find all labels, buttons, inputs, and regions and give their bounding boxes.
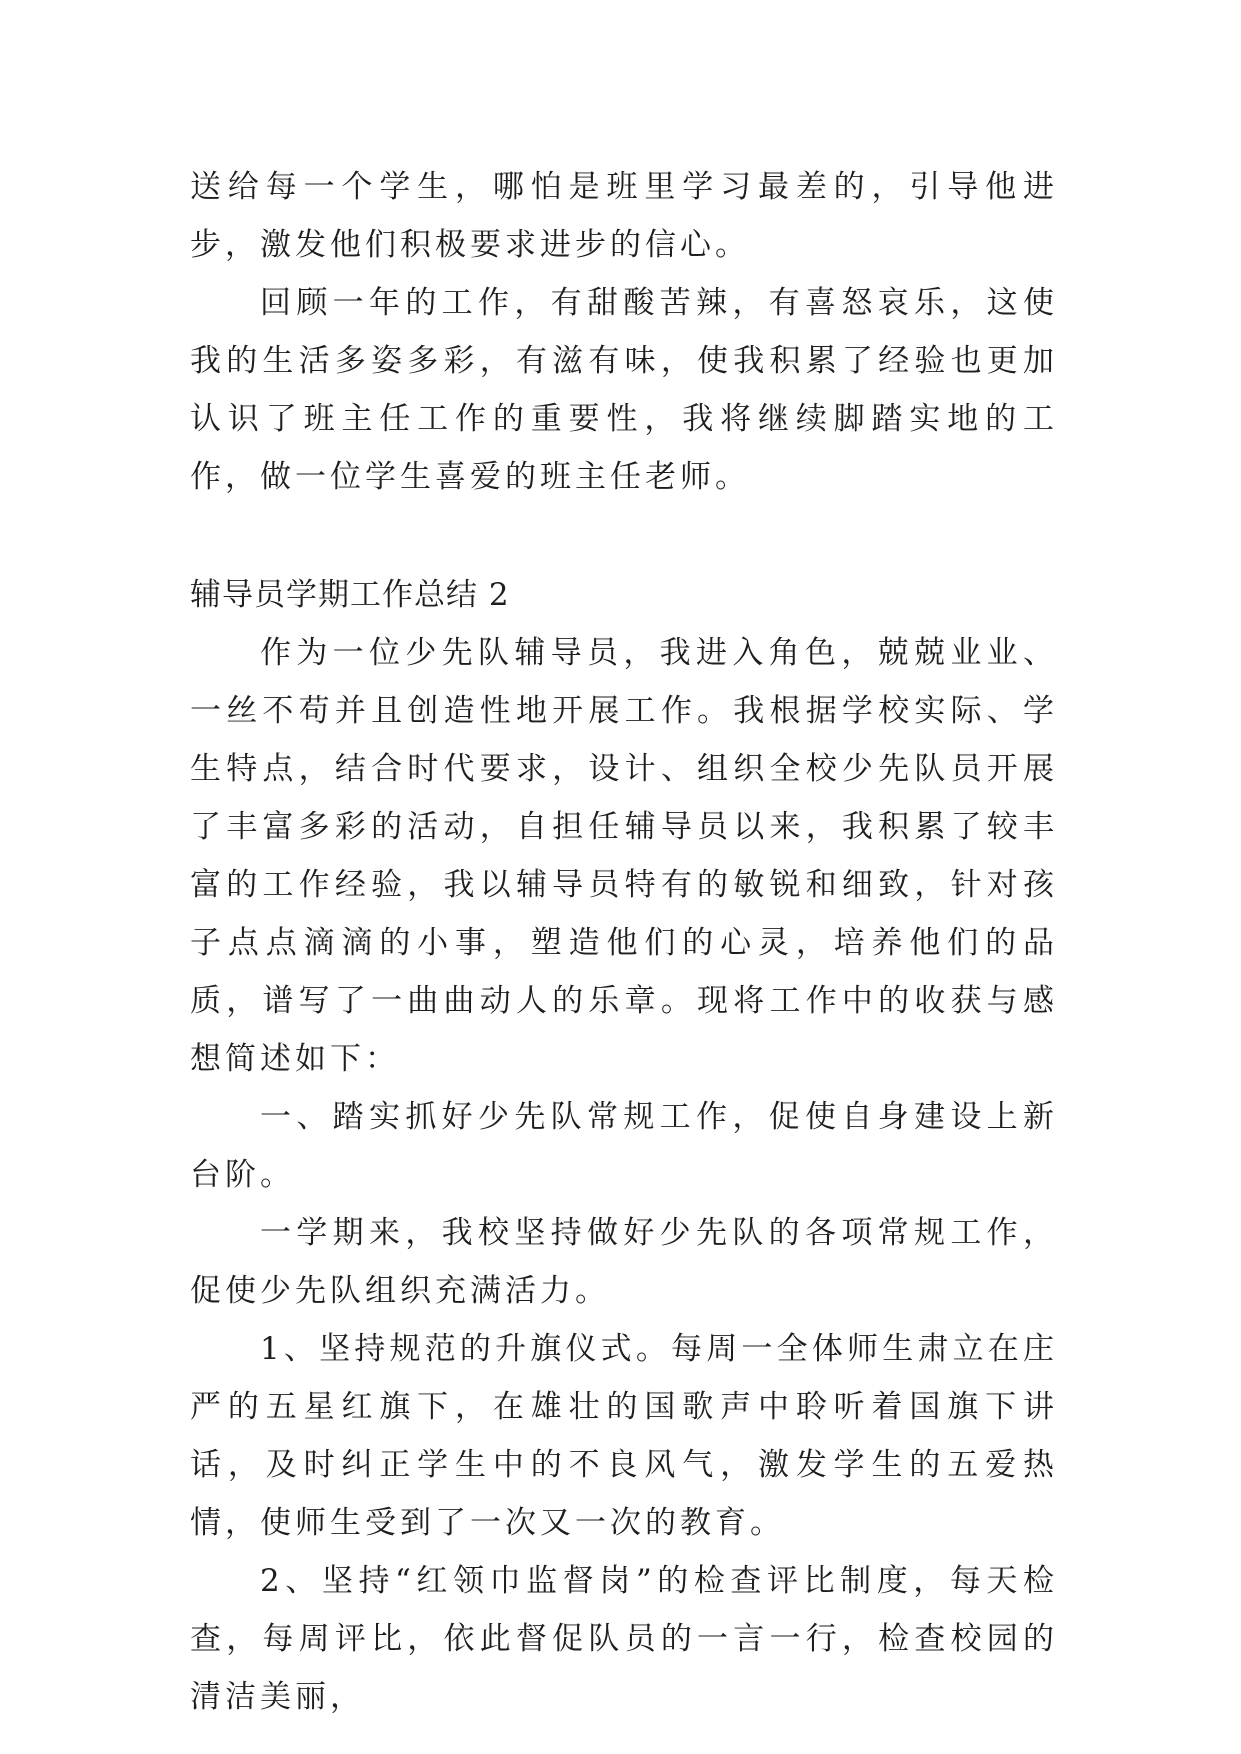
section-heading: 辅导员学期工作总结 2 (190, 577, 510, 613)
document-body (190, 158, 1058, 1726)
paragraph-review: 回顾一年的工作，有甜酸苦辣，有喜怒哀乐，这使我的生活多姿多彩，有滋有味，使我积累了经验也更加认识了班主任工作的重要性，我将继续脚踏实地的工作，做一位学生喜爱的班主任老师。 (190, 285, 1058, 495)
paragraph-intro: 作为一位少先队辅导员，我进入角色，兢兢业业、一丝不苟并且创造性地开展工作。我根据学校实际、学生特点，结合时代要求，设计、组织全校少先队员开展了丰富多彩的活动，自担任辅导员以来，我积累了较丰富的工作经验，我以辅导员特有的敏锐和细致，针对孩子点点滴滴的小事，塑造他们的心灵，培养他们的品质，谱写了一曲曲动人的乐章。现将工作中的收获与感想简述如下： (190, 635, 1058, 1077)
paragraph-item-1: 1、坚持规范的升旗仪式。每周一全体师生肃立在庄严的五星红旗下，在雄壮的国歌声中聆听着国旗下讲话，及时纠正学生中的不良风气，激发学生的五爱热情，使师生受到了一次又一次的教育。 (190, 1331, 1058, 1541)
section-gap (190, 506, 1058, 566)
paragraph-item-2: 2、坚持“红领巾监督岗”的检查评比制度，每天检查，每周评比，依此督促队员的一言一行，检查校园的清洁美丽， (190, 1563, 1058, 1715)
paragraph-semester: 一学期来，我校坚持做好少先队的各项常规工作，促使少先队组织充满活力。 (190, 1215, 1058, 1309)
paragraph-section-one-title: 一、踏实抓好少先队常规工作，促使自身建设上新台阶。 (190, 1099, 1058, 1193)
paragraph-continued: 送给每一个学生，哪怕是班里学习最差的，引导他进步，激发他们积极要求进步的信心。 (190, 169, 1058, 263)
